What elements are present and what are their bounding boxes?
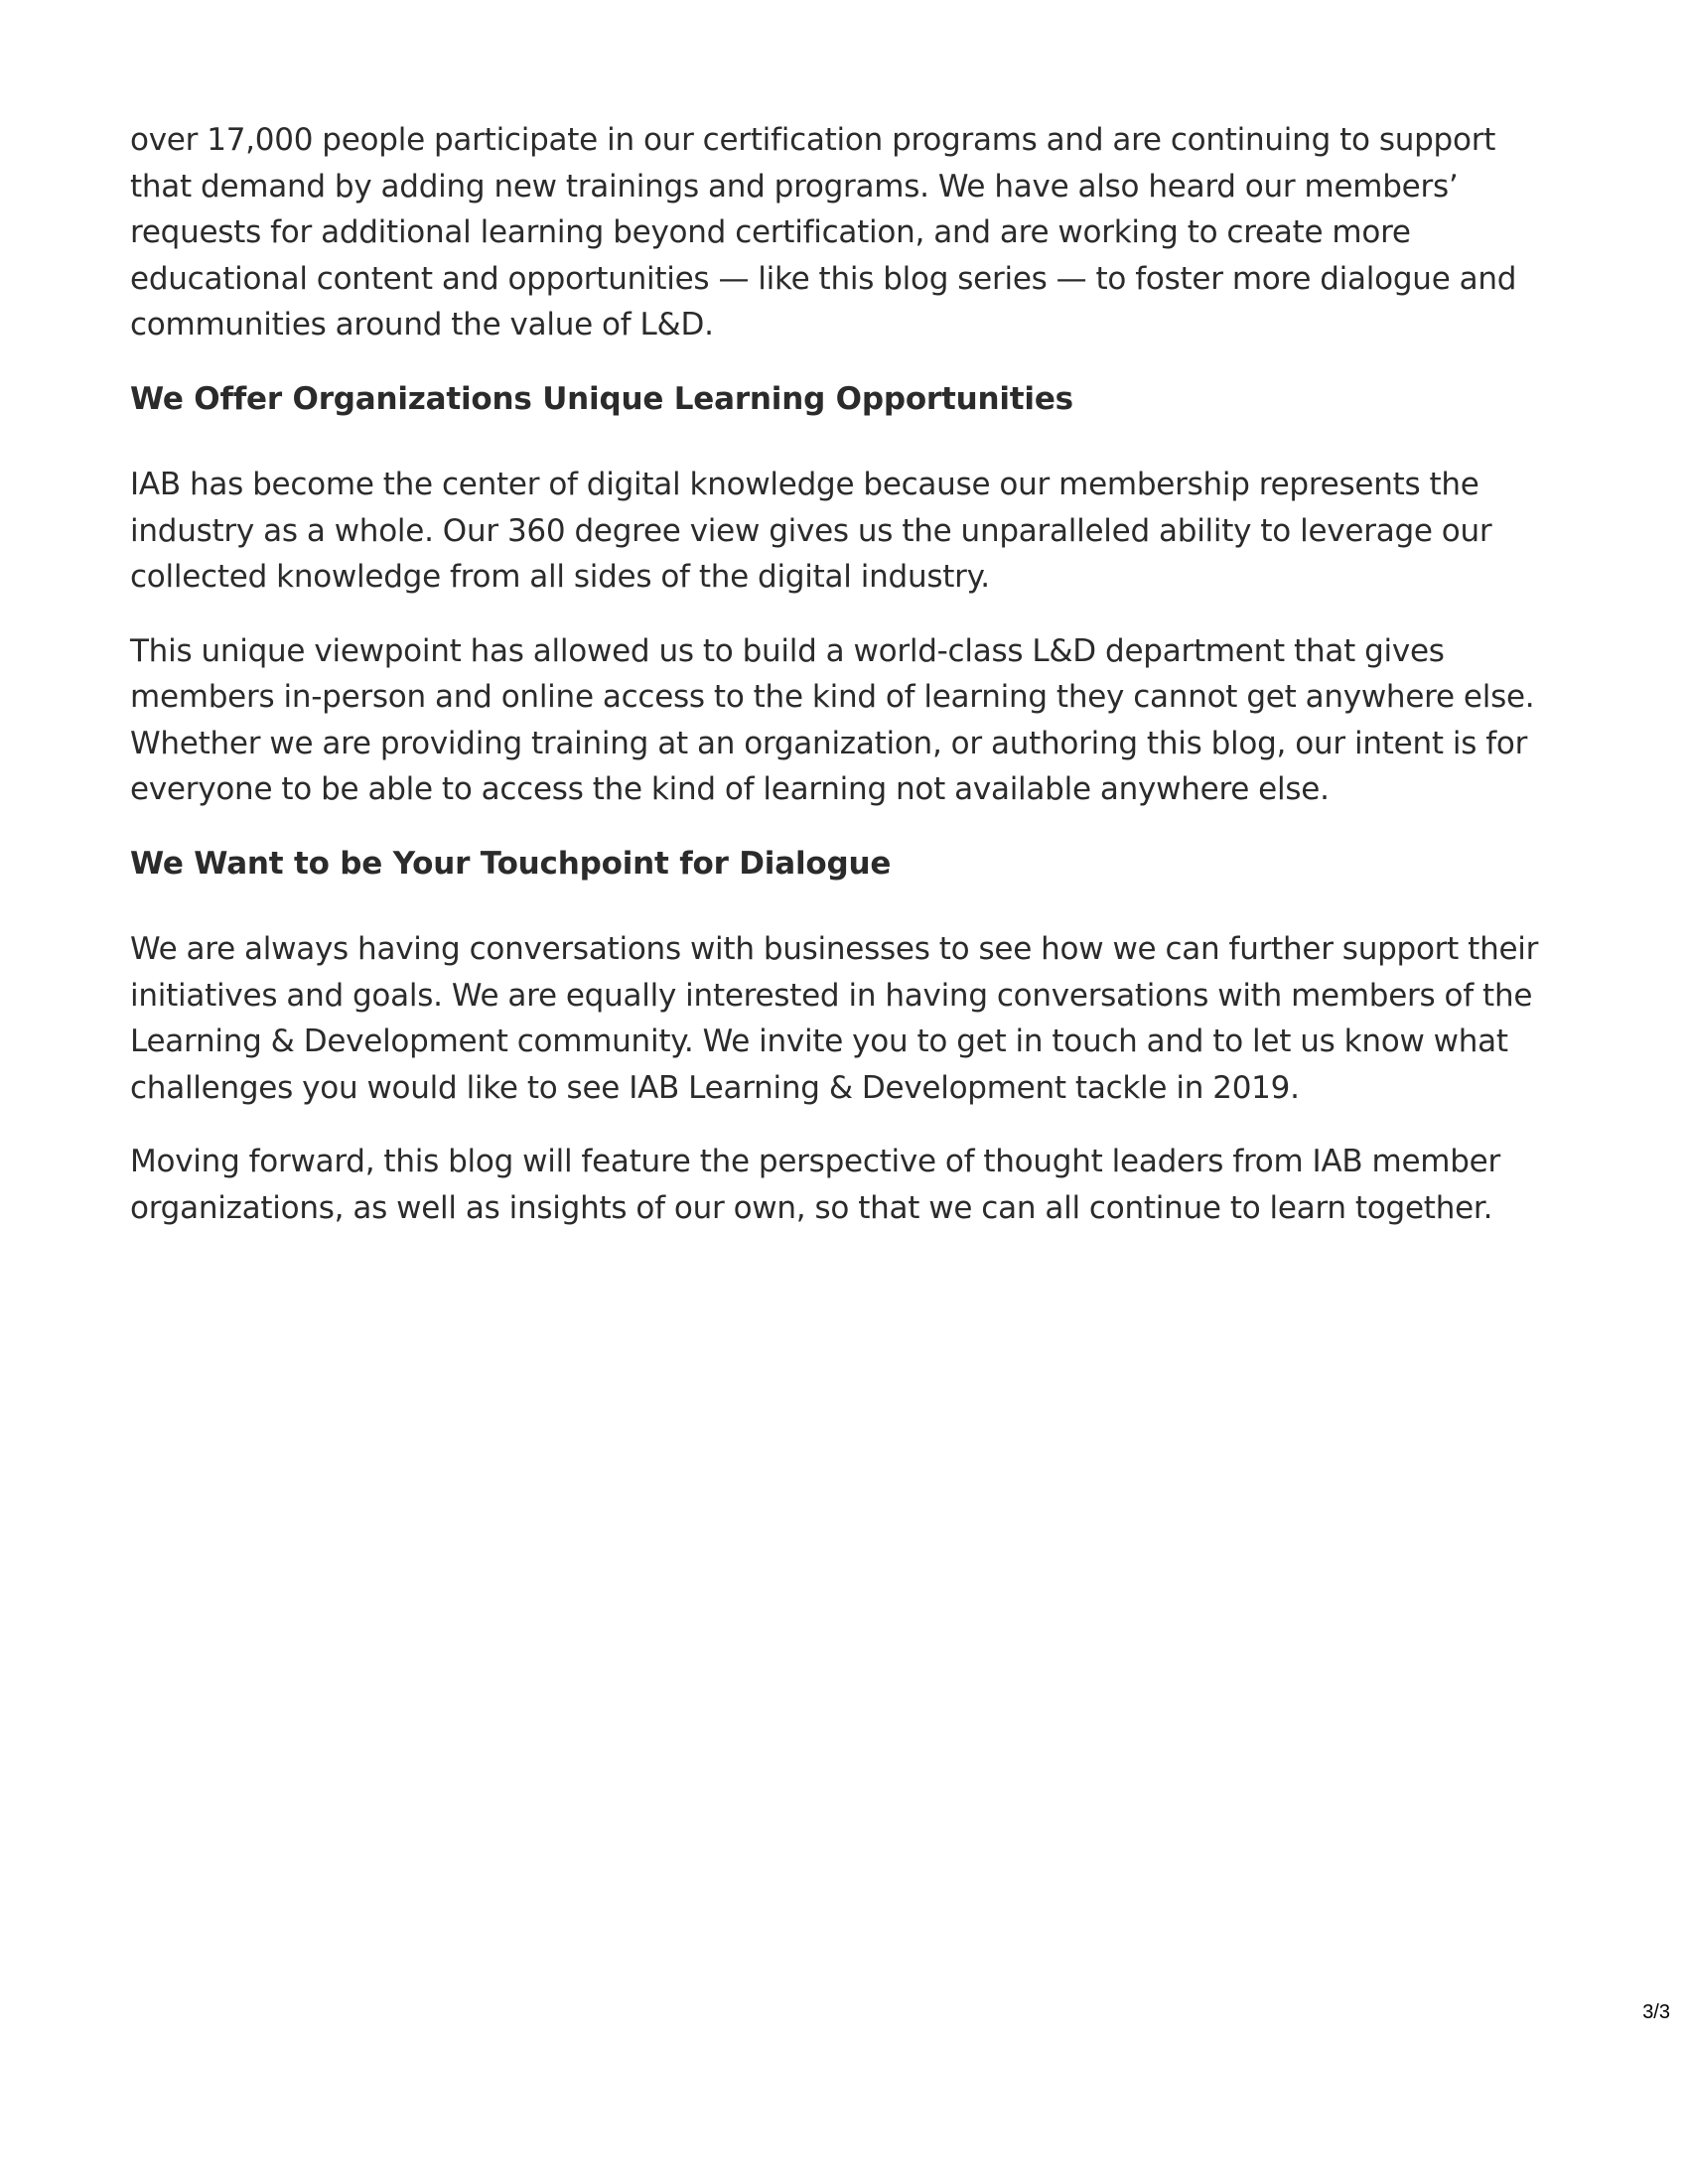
section2-paragraph-2: Moving forward, this blog will feature the perspective of thought leaders from IAB member organizations, as well as insights of our own, so that we can all continue to learn together. bbox=[130, 1144, 1500, 1226]
section-heading-learning-opportunities: We Offer Organizations Unique Learning Opportunities bbox=[130, 380, 1073, 417]
article-body bbox=[130, 117, 1560, 1259]
section2-paragraph-1: We are always having conversations with businesses to see how we can further support their initiatives and goals. We are equally interested in having conversations with members of the Learning & Development community. We invite you to get in touch and to let us know what challenges you would like to see IAB Learning & Development tackle in 2019. bbox=[130, 931, 1539, 1106]
intro-paragraph: over 17,000 people participate in our certification programs and are continuing to support that demand by adding new trainings and programs. We have also heard our members’ requests for additional learning beyond certification, and are working to create more educational content and opportunities — like this blog series — to foster more dialogue and communities around the value of L&D. bbox=[130, 122, 1517, 342]
section1-paragraph-1: IAB has become the center of digital knowledge because our membership represents the industry as a whole. Our 360 degree view gives us the unparalleled ability to leverage our collected knowledge from all sides of the digital industry. bbox=[130, 467, 1492, 595]
section-heading-dialogue: We Want to be Your Touchpoint for Dialogue bbox=[130, 845, 892, 882]
page-number: 3/3 bbox=[1642, 2001, 1670, 2023]
section1-paragraph-2: This unique viewpoint has allowed us to build a world-class L&D department that gives members in-person and online access to the kind of learning they cannot get anywhere else. Whether we are providing training at an organization, or authoring this blog, our intent is for everyone to be able to access the kind of learning not available anywhere else. bbox=[130, 632, 1535, 807]
